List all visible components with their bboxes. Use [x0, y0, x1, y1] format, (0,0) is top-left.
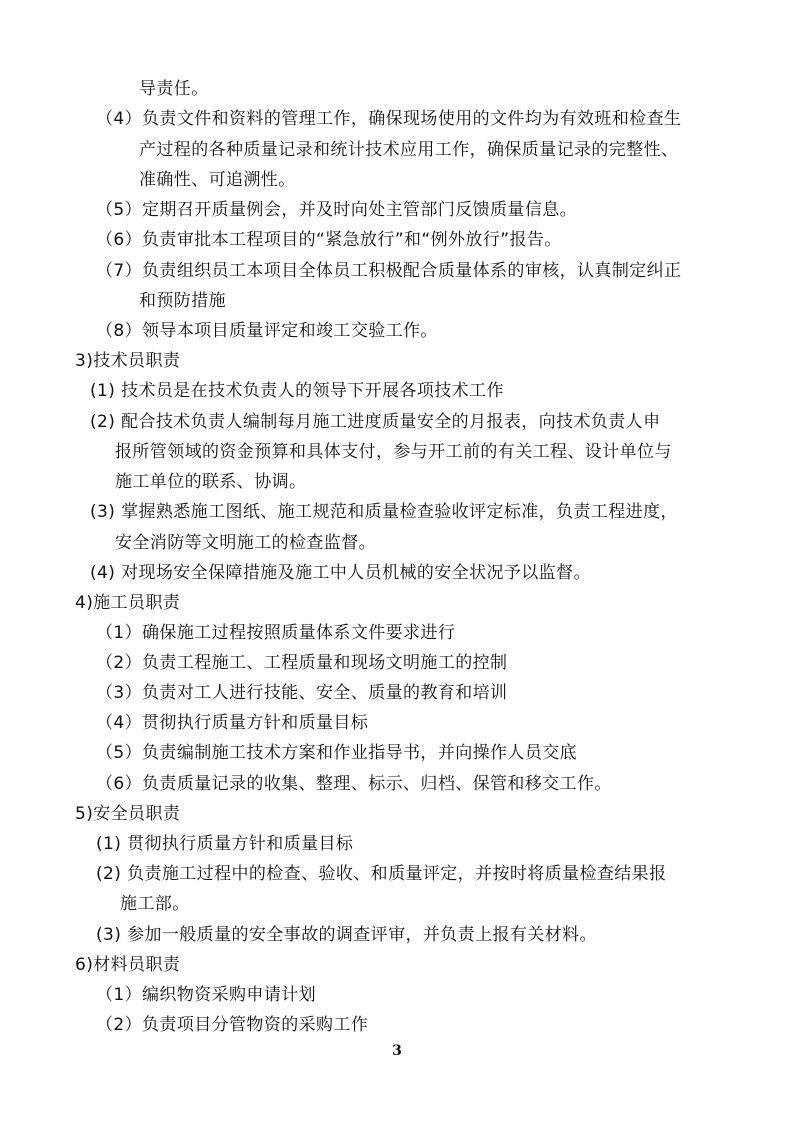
text-line: 施工单位的联系、协调。	[115, 472, 307, 492]
section-heading: 4)施工员职责	[75, 593, 181, 613]
list-item: （2）负责工程施工、工程质量和现场文明施工的控制	[96, 653, 508, 673]
list-item: （1）编织物资采购申请计划	[96, 985, 317, 1005]
list-item: （5）负责编制施工技术方案和作业指导书，并向操作人员交底	[96, 743, 578, 763]
text-line: 施工部。	[120, 894, 190, 914]
list-item: （7）负责组织员工本项目全体员工积极配合质量体系的审核，认真制定纠正	[96, 261, 682, 281]
list-item: （1）确保施工过程按照质量体系文件要求进行	[96, 623, 456, 643]
section-heading: 5)安全员职责	[75, 804, 181, 824]
list-item: (3) 参加一般质量的安全事故的调查评审，并负责上报有关材料。	[96, 925, 597, 945]
list-item: (2) 配合技术负责人编制每月施工进度质量安全的月报表，向技术负责人申	[90, 412, 661, 432]
list-item: （4）贯彻执行质量方针和质量目标	[96, 713, 369, 733]
list-item: (2) 负责施工过程中的检查、验收、和质量评定，并按时将质量检查结果报	[96, 864, 667, 884]
list-item: （6）负责质量记录的收集、整理、标示、归档、保管和移交工作。	[96, 774, 612, 794]
list-item: （5）定期召开质量例会，并及时向处主管部门反馈质量信息。	[96, 200, 578, 220]
text-line: 产过程的各种质量记录和统计技术应用工作，确保质量记录的完整性、	[139, 140, 679, 160]
text-line: 安全消防等文明施工的检查监督。	[115, 533, 376, 553]
text-line: 和预防措施	[139, 291, 226, 311]
section-heading: 3)技术员职责	[75, 351, 181, 371]
list-item: （8）领导本项目质量评定和竣工交验工作。	[96, 321, 438, 341]
list-item: （2）负责项目分管物资的采购工作	[96, 1015, 369, 1035]
section-heading: 6)材料员职责	[75, 955, 181, 975]
list-item: (3) 掌握熟悉施工图纸、施工规范和质量检查验收评定标准，负责工程进度，	[90, 502, 678, 522]
list-item: （3）负责对工人进行技能、安全、质量的教育和培训	[96, 683, 508, 703]
list-item: (1) 技术员是在技术负责人的领导下开展各项技术工作	[90, 381, 504, 401]
list-item: （4）负责文件和资料的管理工作，确保现场使用的文件均为有效班和检查生	[96, 109, 682, 129]
page-number: 3	[392, 1043, 402, 1059]
text-line: 准确性、可追溯性。	[139, 170, 296, 190]
text-line: 报所管领域的资金预算和具体支付，参与开工前的有关工程、设计单位与	[115, 442, 672, 462]
text-line: 导责任。	[139, 79, 209, 99]
list-item: (1) 贯彻执行质量方针和质量目标	[96, 834, 354, 854]
list-item: （6）负责审批本工程项目的“紧急放行”和“例外放行”报告。	[96, 230, 562, 250]
list-item: (4) 对现场安全保障措施及施工中人员机械的安全状况予以监督。	[90, 563, 591, 583]
